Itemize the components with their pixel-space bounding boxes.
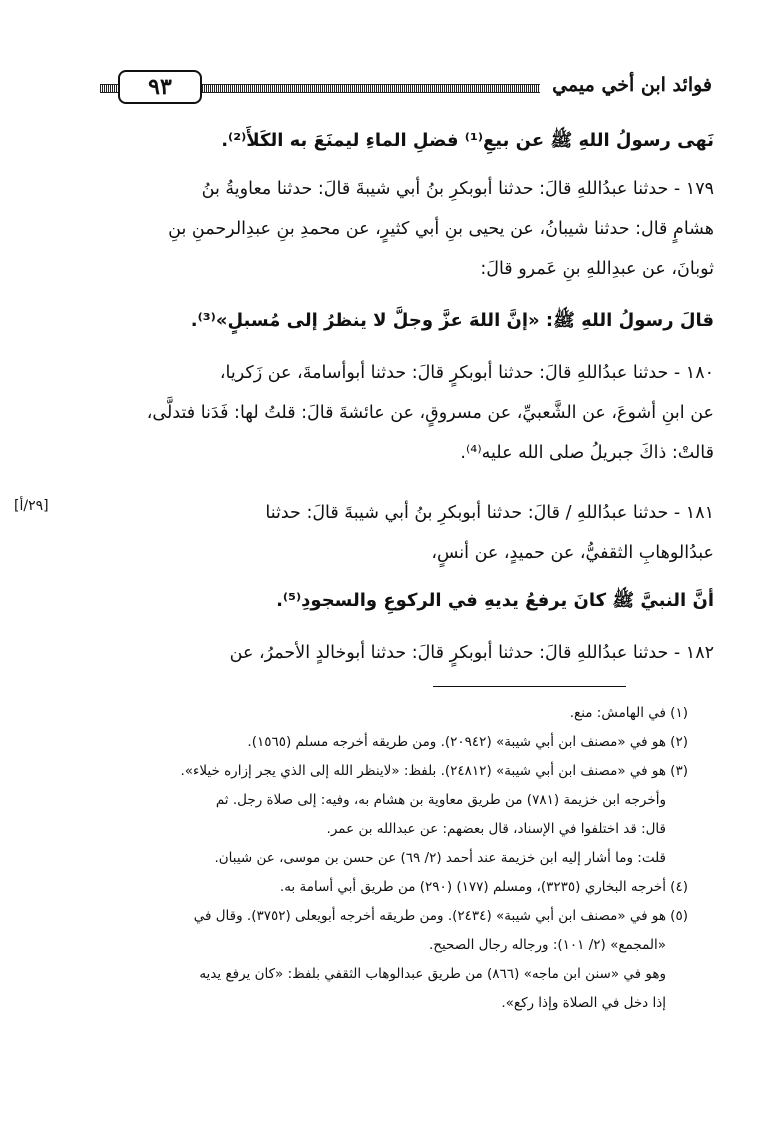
isnad-line: ثوبانَ، عن عبدِاللهِ بنِ عَمرو قالَ: <box>480 259 714 279</box>
isnad-line: ١٨١ - حدثنا عبدُاللهِ / قالَ: حدثنا أبوبكرِ بنُ أبي شيبةَ قالَ: حدثنا <box>265 503 714 523</box>
footnote-continuation: وهو في «سنن ابن ماجه» (٨٦٦) من طريق عبدالوهاب الثقفي بلفظ: «كان يرفع يديه <box>199 966 666 982</box>
isnad-line: ١٨٠ - حدثنا عبدُاللهِ قالَ: حدثنا أبوبكرٍ قالَ: حدثنا أبوأسامةَ، عن زَكريا، <box>219 363 714 383</box>
page-number: ٩٣ <box>118 70 202 104</box>
footnote-divider <box>433 686 626 687</box>
isnad-line: قالتْ: ذاكَ جبريلُ صلى الله عليه⁽⁴⁾. <box>460 443 714 463</box>
footnotes <box>98 700 688 1011</box>
footnote <box>98 874 688 900</box>
hadith-line: قالَ رسولُ اللهِ ﷺ: «إنَّ اللهَ عزَّ وجلَّ لا ينظرُ إلى مُسبلٍ»⁽³⁾. <box>190 310 714 331</box>
footnote-continuation: قلت: وما أشار إليه ابن خزيمة عند أحمد (٢/ ٦٩) عن حسن بن موسى، عن شيبان. <box>214 850 666 866</box>
footnote-text: هو في «مصنف ابن أبي شيبة» (٢٤٨١٢). بلفظ: «لاينظر الله إلى الذي يجر إزاره خيلاء». <box>180 763 666 779</box>
footnote-number: (١) <box>670 705 688 721</box>
footnote <box>98 729 688 755</box>
footnote-continuation: «المجمع» (٢/ ١٠١): ورجاله رجال الصحيح. <box>428 937 666 953</box>
footnote-number: (٢) <box>670 734 688 750</box>
footnote-continuation: إذا دخل في الصلاة وإذا ركع». <box>501 995 666 1011</box>
page-header <box>100 70 712 106</box>
footnote-continuation: قال: قد اختلفوا في الإسناد، قال بعضهم: عن عبدالله بن عمر. <box>326 821 666 837</box>
isnad-line: ١٧٩ - حدثنا عبدُاللهِ قالَ: حدثنا أبوبكرِ بنُ أبي شيبةَ قالَ: حدثنا معاويةُ بنُ <box>201 179 714 199</box>
footnote <box>98 903 688 929</box>
main-text <box>98 122 714 682</box>
footnote-text: أخرجه البخاري (٣٢٣٥)، ومسلم (١٧٧) (٢٩٠) من طريق أبي أسامة به. <box>279 879 666 895</box>
hadith-line: أنَّ النبيَّ ﷺ كانَ يرفعُ يديهِ في الركوعِ والسجودِ⁽⁵⁾. <box>276 590 714 611</box>
isnad-line: ١٨٢ - حدثنا عبدُاللهِ قالَ: حدثنا أبوبكرٍ قالَ: حدثنا أبوخالدٍ الأحمرُ، عن <box>229 643 714 663</box>
isnad-line: عن ابنِ أشوعَ، عن الشَّعبيِّ، عن مسروقٍ، عن عائشةَ قالَ: قلتُ لها: فَدَنا فتدلَّى، <box>146 403 714 423</box>
book-title: فوائد ابن أخي ميمي <box>540 70 712 100</box>
footnote-number: (٤) <box>670 879 688 895</box>
margin-folio-ref: [٢٩/أ] <box>14 498 49 514</box>
footnote-number: (٥) <box>670 908 688 924</box>
footnote-text: في الهامش: منع. <box>569 705 666 721</box>
footnote-text: هو في «مصنف ابن أبي شيبة» (٢٤٣٤). ومن طريقه أخرجه أبويعلى (٣٧٥٢). وقال في <box>193 908 666 924</box>
footnote-continuation: وأخرجه ابن خزيمة (٧٨١) من طريق معاوية بن هشام به، وفيه: إلى صلاة رجل. ثم <box>215 792 666 808</box>
footnote-text: هو في «مصنف ابن أبي شيبة» (٢٠٩٤٢). ومن طريقه أخرجه مسلم (١٥٦٥). <box>247 734 666 750</box>
footnote <box>98 700 688 726</box>
isnad-line: هشامٍ قال: حدثنا شيبانُ، عن يحيى بنِ أبي كثيرٍ، عن محمدِ بنِ عبدِالرحمنِ بنِ <box>168 219 714 239</box>
footnote-number: (٣) <box>670 763 688 779</box>
footnote <box>98 758 688 784</box>
hadith-line: نَهى رسولُ اللهِ ﷺ عن بيعِ⁽¹⁾ فضلِ الماءِ ليمنَعَ به الكَلأَ⁽²⁾. <box>221 130 714 151</box>
isnad-line: عبدُالوهابِ الثقفيُّ، عن حميدٍ، عن أنسٍ، <box>431 543 714 563</box>
